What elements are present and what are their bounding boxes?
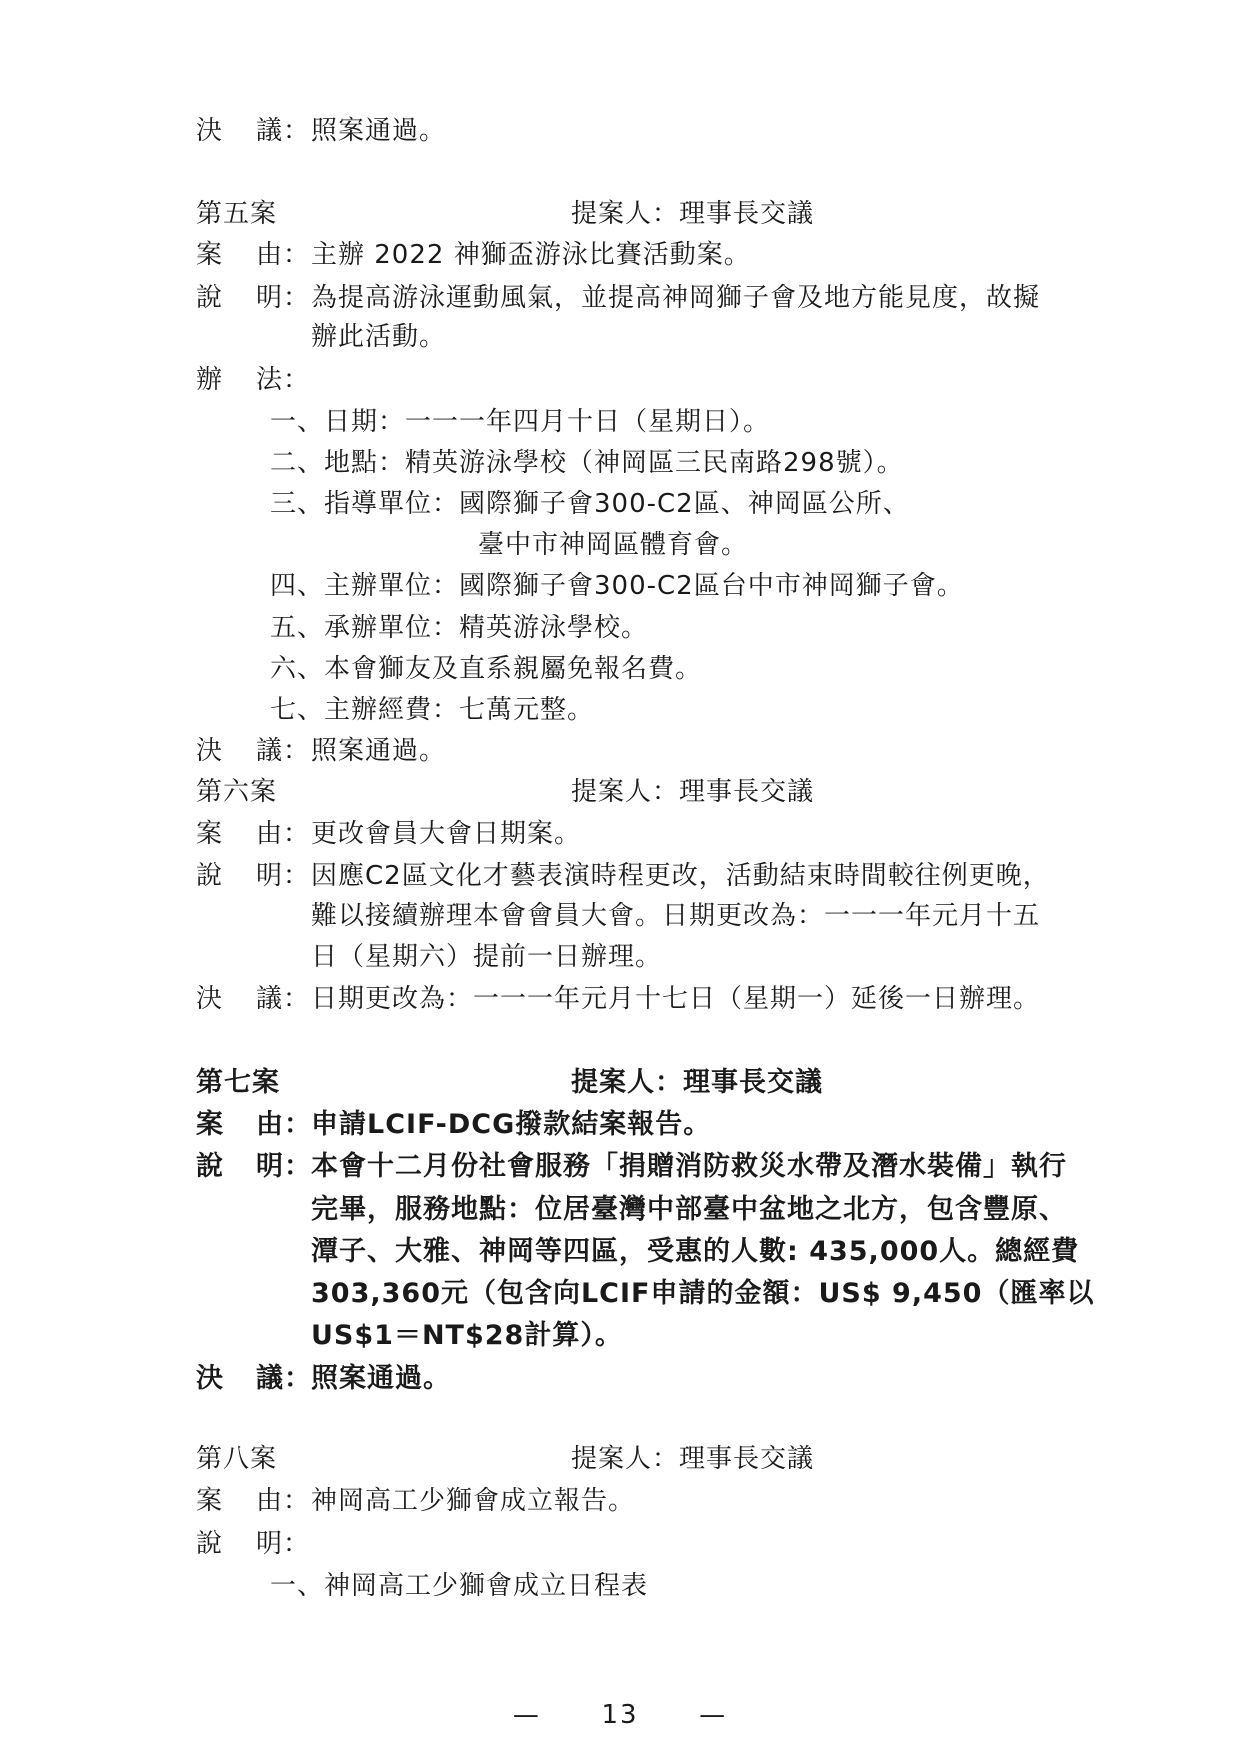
case-explanation: 說 明：為提高游泳運動風氣，並提高神岡獅子會及地方能見度，故擬 [196, 283, 1041, 313]
page-number [0, 1700, 1240, 1730]
method-item: 三、指導單位：國際獅子會300-C2區、神岡區公所、 [270, 489, 910, 519]
case-explanation: 說 明：因應C2區文化才藝表演時程更改，活動結束時間較往例更晚， [196, 861, 1050, 891]
case-heading: 第五案 提案人：理事長交議 [196, 199, 815, 229]
case-reason: 案 由：神岡高工少獅會成立報告。 [196, 1486, 636, 1516]
case-explanation: 說 明：本會十二月份社會服務「捐贈消防救災水帶及潛水裝備」執行 [196, 1151, 1067, 1182]
method-item: 一、日期：一一一年四月十日（星期日）。 [270, 407, 771, 437]
method-item-continuation: 臺中市神岡區體育會。 [478, 530, 749, 560]
page-number-value: 13 [601, 1700, 639, 1730]
method-item: 四、主辦單位：國際獅子會300-C2區台中市神岡獅子會。 [270, 571, 964, 601]
continuation-line: 潭子、大雅、神岡等四區，受惠的人數: 435,000人。總經費 [311, 1236, 1080, 1267]
continuation-line: 日（星期六）提前一日辦理。 [311, 942, 663, 972]
resolution-line: 決 議：照案通過。 [196, 116, 447, 146]
method-label: 辦 法： [196, 365, 311, 395]
method-item: 二、地點：精英游泳學校（神岡區三民南路298號）。 [270, 448, 904, 478]
footer-dash-right: — [699, 1700, 728, 1730]
case-heading: 第八案 提案人：理事長交議 [196, 1444, 815, 1474]
resolution-line: 決 議：日期更改為：一一一年元月十七日（星期一）延後一日辦理。 [196, 984, 1041, 1014]
method-item: 七、主辦經費：七萬元整。 [270, 695, 595, 725]
continuation-line: US$1＝NT$28計算）。 [311, 1320, 623, 1351]
case-reason: 案 由：主辦 2022 神獅盃游泳比賽活動案。 [196, 240, 751, 270]
continuation-line: 難以接續辦理本會會員大會。日期更改為：一一一年元月十五 [311, 901, 1041, 931]
explanation-item: 一、神岡高工少獅會成立日程表 [270, 1571, 649, 1601]
method-item: 五、承辦單位：精英游泳學校。 [270, 613, 649, 643]
case-reason: 案 由：更改會員大會日期案。 [196, 819, 582, 849]
continuation-line: 303,360元（包含向LCIF申請的金額：US$ 9,450（匯率以 [311, 1278, 1095, 1309]
resolution-line: 決 議：照案通過。 [196, 1363, 451, 1394]
case-explanation: 說 明： [196, 1529, 311, 1559]
case-heading: 第七案 提案人：理事長交議 [196, 1067, 823, 1098]
continuation-line: 辦此活動。 [311, 322, 447, 352]
case-reason: 案 由：申請LCIF-DCG撥款結案報告。 [196, 1109, 712, 1140]
resolution-line: 決 議：照案通過。 [196, 736, 447, 766]
case-heading: 第六案 提案人：理事長交議 [196, 777, 815, 807]
footer-dash-left: — [512, 1700, 541, 1730]
method-item: 六、本會獅友及直系親屬免報名費。 [270, 654, 703, 684]
continuation-line: 完畢，服務地點：位居臺灣中部臺中盆地之北方，包含豐原、 [311, 1194, 1067, 1225]
